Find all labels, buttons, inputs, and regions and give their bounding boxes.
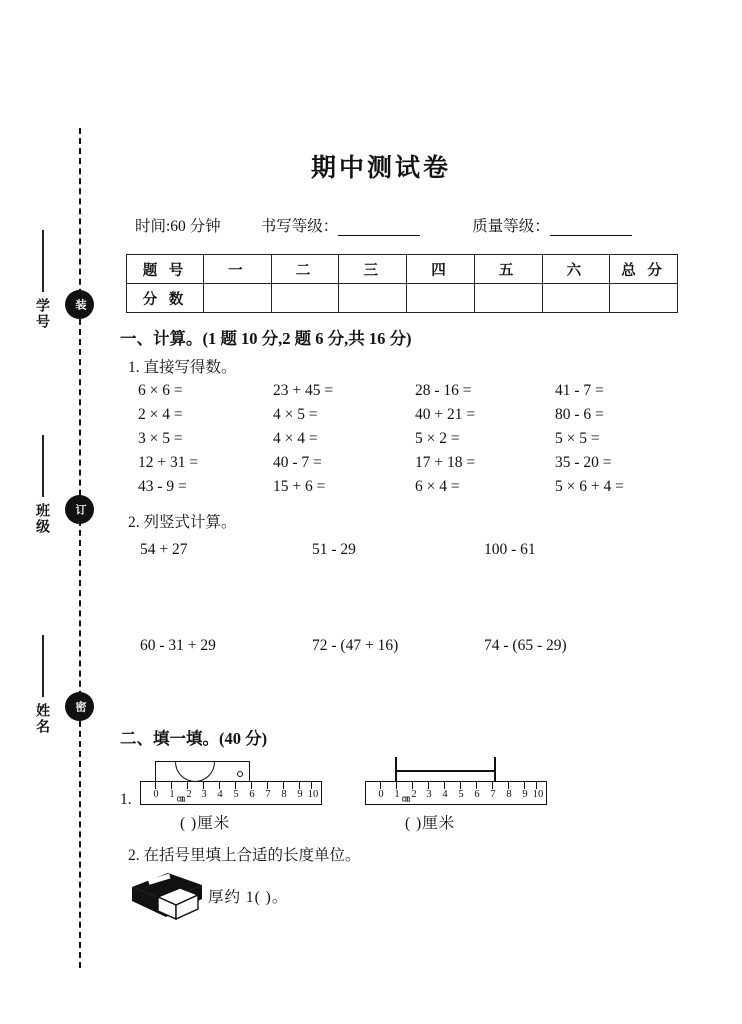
seal-mark-mi: 密 — [65, 692, 94, 721]
field-label-student-id: 学号 — [35, 298, 51, 330]
field-student-id — [26, 230, 60, 335]
vertical-calc-problem[interactable]: 100 - 61 — [484, 541, 536, 558]
quality-grade-blank[interactable] — [550, 222, 632, 236]
score-cell-6[interactable] — [542, 284, 610, 313]
arithmetic-problem[interactable]: 80 - 6 = — [555, 406, 604, 423]
score-cell-4[interactable] — [407, 284, 475, 313]
arithmetic-problem[interactable]: 15 + 6 = — [273, 478, 326, 495]
ruler-tick-label: 1 — [394, 789, 400, 800]
question-number-label: 1. — [120, 791, 132, 808]
arithmetic-problem[interactable]: 3 × 5 = — [138, 430, 183, 447]
vertical-calc-row-2 — [110, 637, 742, 655]
ruler-tick-label: 1 — [169, 789, 175, 800]
ruler-tick-label: 8 — [506, 789, 512, 800]
ruler-block-2 — [365, 753, 590, 833]
writing-grade-blank[interactable] — [338, 222, 420, 236]
eraser-question-row — [110, 871, 742, 921]
vertical-calc-problem[interactable]: 54 + 27 — [140, 541, 188, 558]
arithmetic-problem[interactable]: 4 × 4 = — [273, 430, 318, 447]
arithmetic-problem[interactable]: 35 - 20 = — [555, 454, 612, 471]
quality-grade-label: 质量等级： — [472, 218, 550, 235]
vertical-calc-problem[interactable]: 51 - 29 — [312, 541, 356, 558]
ruler-tick-label: 4 — [442, 789, 448, 800]
arithmetic-problem[interactable]: 5 × 2 = — [415, 430, 460, 447]
arithmetic-problem[interactable]: 6 × 6 = — [138, 382, 183, 399]
column-header-2: 二 — [271, 255, 339, 284]
ruler-answer-blank-2[interactable]: ( )厘米 — [405, 815, 456, 832]
exam-duration-label: 时间:60 分钟 — [135, 218, 221, 235]
section-two-q2-heading: 2. 在括号里填上合适的长度单位。 — [128, 847, 361, 864]
ruler-unit-mark: ㎝ — [402, 794, 410, 803]
ruler-tick-label: 8 — [281, 789, 287, 800]
vertical-calc-problem[interactable]: 60 - 31 + 29 — [140, 637, 216, 654]
ruler-tick-label: 10 — [307, 789, 319, 800]
arithmetic-problem-grid — [110, 382, 742, 496]
score-table — [126, 254, 678, 313]
arithmetic-problem[interactable]: 5 × 6 + 4 = — [555, 478, 624, 495]
ruler-tick-label: 7 — [490, 789, 496, 800]
field-class — [26, 435, 60, 540]
arithmetic-problem[interactable]: 17 + 18 = — [415, 454, 476, 471]
section-one-heading: 一、计算。(1 题 10 分,2 题 6 分,共 16 分) — [120, 329, 412, 348]
writing-grade-field — [261, 214, 421, 236]
seal-mark-zhuang: 装 — [65, 290, 94, 319]
ruler-tick-label: 2 — [186, 789, 192, 800]
arithmetic-problem[interactable]: 40 + 21 = — [415, 406, 476, 423]
arithmetic-problem[interactable]: 6 × 4 = — [415, 478, 460, 495]
ruler-figure-2 — [365, 753, 547, 805]
field-name — [26, 635, 60, 740]
ruler-tick-label: 6 — [249, 789, 255, 800]
arithmetic-problem[interactable]: 28 - 16 = — [415, 382, 472, 399]
ruler-tick-label: 3 — [426, 789, 432, 800]
row-label-question-number: 题 号 — [127, 255, 204, 284]
vertical-calc-row-1 — [110, 541, 742, 559]
ruler-body-1 — [140, 781, 322, 805]
ruler-tick-label: 0 — [378, 789, 384, 800]
score-cell-total[interactable] — [610, 284, 678, 313]
vertical-calc-problem[interactable]: 72 - (47 + 16) — [312, 637, 399, 654]
seal-mark-ding: 订 — [65, 495, 94, 524]
measure-bracket-span — [395, 770, 495, 772]
column-header-6: 六 — [542, 255, 610, 284]
ruler-tick-label: 7 — [265, 789, 271, 800]
ruler-tick-label: 9 — [522, 789, 528, 800]
arithmetic-problem[interactable]: 5 × 5 = — [555, 430, 600, 447]
page-title: 期中测试卷 — [310, 155, 451, 182]
ruler-unit-mark: ㎝ — [177, 794, 185, 803]
column-header-total: 总 分 — [610, 255, 678, 284]
binding-dashed-line — [79, 128, 81, 968]
vertical-calc-problem[interactable]: 74 - (65 - 29) — [484, 637, 567, 654]
table-row-scores — [127, 284, 678, 313]
column-header-1: 一 — [204, 255, 272, 284]
ruler-block-1 — [140, 753, 365, 833]
eraser-icon — [128, 871, 206, 921]
ruler-tick-label: 4 — [217, 789, 223, 800]
exam-meta-row — [110, 214, 742, 236]
arithmetic-problem[interactable]: 40 - 7 = — [273, 454, 322, 471]
ruler-tick-label: 3 — [201, 789, 207, 800]
ruler-answer-blank-1[interactable]: ( )厘米 — [180, 815, 231, 832]
ruler-tick-label: 5 — [233, 789, 239, 800]
section-two-heading: 二、填一填。(40 分) — [120, 729, 268, 748]
score-cell-3[interactable] — [339, 284, 407, 313]
writing-grade-label: 书写等级： — [260, 218, 339, 235]
quality-grade-field — [472, 214, 632, 236]
score-cell-5[interactable] — [474, 284, 542, 313]
arithmetic-problem[interactable]: 43 - 9 = — [138, 478, 187, 495]
field-label-class: 班级 — [35, 503, 51, 535]
ruler-body-2 — [365, 781, 547, 805]
ruler-tick-label: 6 — [474, 789, 480, 800]
measured-object-dot — [237, 771, 243, 777]
ruler-tick-label: 2 — [411, 789, 417, 800]
field-write-line — [42, 230, 44, 292]
eraser-question-text[interactable]: 厚约 1( )。 — [208, 889, 289, 906]
arithmetic-problem[interactable]: 4 × 5 = — [273, 406, 318, 423]
score-cell-2[interactable] — [271, 284, 339, 313]
ruler-figure-1 — [140, 753, 322, 805]
section-one-q1-heading: 1. 直接写得数。 — [128, 359, 237, 376]
score-cell-1[interactable] — [204, 284, 272, 313]
table-row-question-numbers — [127, 255, 678, 284]
row-label-score: 分 数 — [127, 284, 204, 313]
ruler-tick-label: 9 — [297, 789, 303, 800]
arithmetic-problem[interactable]: 12 + 31 = — [138, 454, 199, 471]
section-one-q2-heading: 2. 列竖式计算。 — [128, 514, 237, 531]
field-write-line — [42, 435, 44, 497]
arithmetic-problem[interactable]: 23 + 45 = — [273, 382, 334, 399]
column-header-4: 四 — [407, 255, 475, 284]
ruler-question-area — [110, 753, 742, 833]
ruler-tick-label: 10 — [532, 789, 544, 800]
arithmetic-problem[interactable]: 2 × 4 = — [138, 406, 183, 423]
column-header-5: 五 — [474, 255, 542, 284]
exam-sheet — [110, 0, 742, 1024]
column-header-3: 三 — [339, 255, 407, 284]
binding-strip — [0, 0, 110, 1024]
ruler-tick-label: 5 — [458, 789, 464, 800]
arithmetic-problem[interactable]: 41 - 7 = — [555, 382, 604, 399]
ruler-tick-label: 0 — [153, 789, 159, 800]
field-label-name: 姓名 — [35, 703, 51, 735]
field-write-line — [42, 635, 44, 697]
